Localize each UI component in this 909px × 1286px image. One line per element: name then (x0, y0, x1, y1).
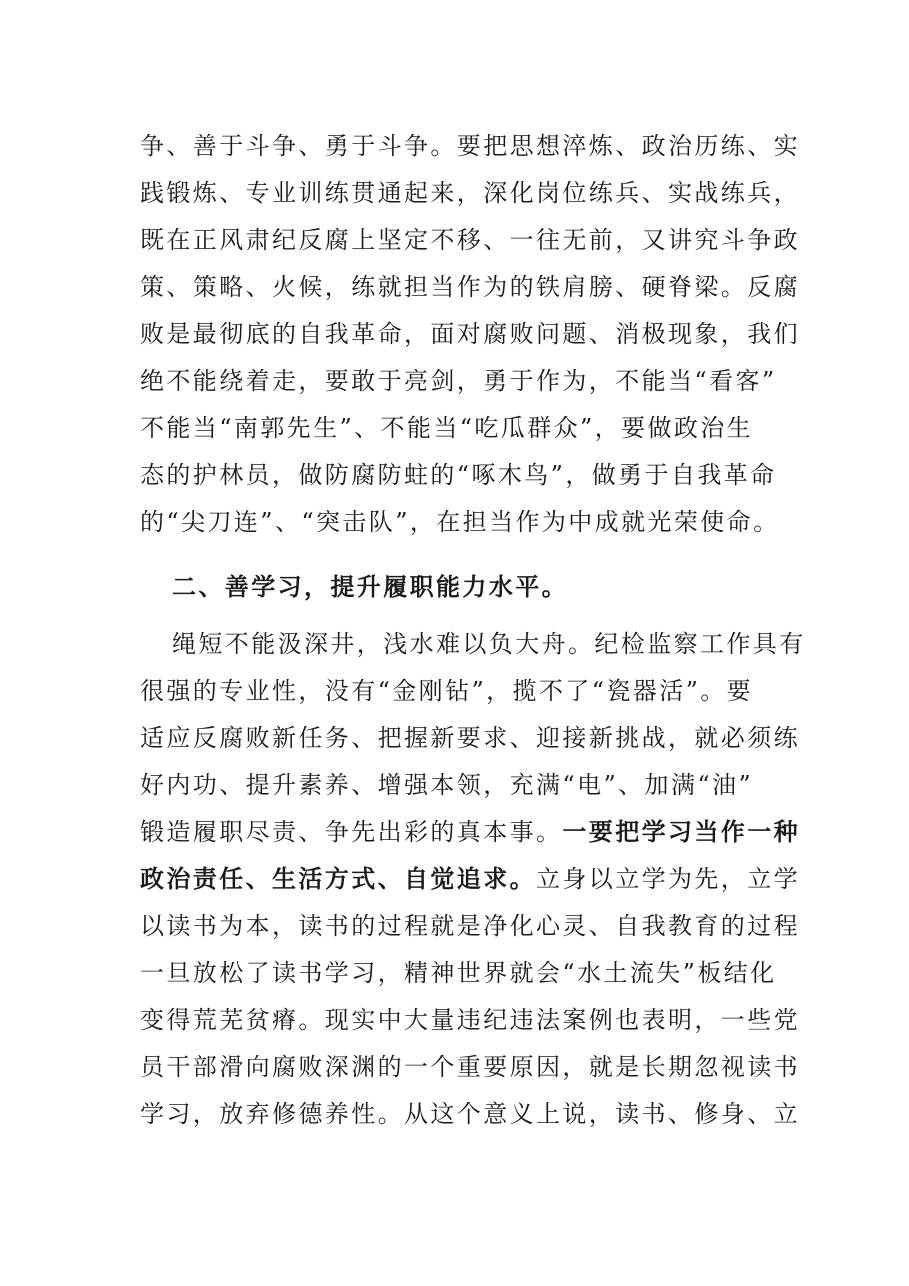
emphasis-text: 政治责任、生活方式、自觉追求。 (140, 865, 536, 893)
paragraph-line: 适应反腐败新任务、把握新要求、迎接新挑战，就必须练 (140, 724, 800, 752)
paragraph-line: 不能当“南郭先生”、不能当“吃瓜群众”，要做政治生 (140, 414, 754, 442)
paragraph-line: 既在正风肃纪反腐上坚定不移、一往无前，又讲究斗争政 (140, 226, 800, 254)
paragraph-line: 践锻炼、专业训练贯通起来，深化岗位练兵、实战练兵， (140, 179, 800, 207)
paragraph-line: 绝不能绕着走，要敢于亮剑，勇于作为，不能当“看客” (140, 367, 777, 395)
paragraph-line: 的“尖刀连”、“突击队”，在担当作为中成就光荣使命。 (140, 508, 780, 536)
paragraph-line: 变得荒芜贫瘠。现实中大量违纪违法案例也表明，一些党 (140, 1006, 800, 1034)
paragraph-text: 立身以立学为先，立学 (536, 865, 800, 893)
paragraph-line: 态的护林员，做防腐防蛀的“啄木鸟”，做勇于自我革命 (140, 461, 777, 489)
paragraph-line: 很强的专业性，没有“金刚钻”，揽不了“瓷器活”。要 (140, 677, 754, 705)
paragraph-line: 败是最彻底的自我革命，面对腐败问题、消极现象，我们 (140, 320, 800, 348)
paragraph-line: 绳短不能汲深井，浅水难以负大舟。纪检监察工作具有 (172, 630, 806, 658)
paragraph-line: 以读书为本，读书的过程就是净化心灵、自我教育的过程 (140, 912, 800, 940)
paragraph-line (140, 812, 801, 852)
paragraph-line: 员干部滑向腐败深渊的一个重要原因，就是长期忽视读书 (140, 1053, 800, 1081)
paragraph-line: 策、策略、火候，练就担当作为的铁肩膀、硬脊梁。反腐 (140, 273, 800, 301)
section-heading: 二、善学习，提升履职能力水平。 (172, 573, 568, 601)
paragraph-line: 学习，放弃修德养性。从这个意义上说，读书、修身、立 (140, 1100, 800, 1128)
paragraph-line: 好内功、提升素养、增强本领，充满“电”、加满“油” (140, 771, 754, 799)
emphasis-text: 一要把学习当作一种 (562, 818, 801, 846)
paragraph-line: 争、善于斗争、勇于斗争。要把思想淬炼、政治历练、实 (140, 132, 800, 160)
paragraph-line (140, 859, 800, 899)
paragraph-text: 锻造履职尽责、争先出彩的真本事。 (140, 818, 563, 846)
paragraph-line: 一旦放松了读书学习，精神世界就会“水土流失”板结化 (140, 959, 777, 987)
